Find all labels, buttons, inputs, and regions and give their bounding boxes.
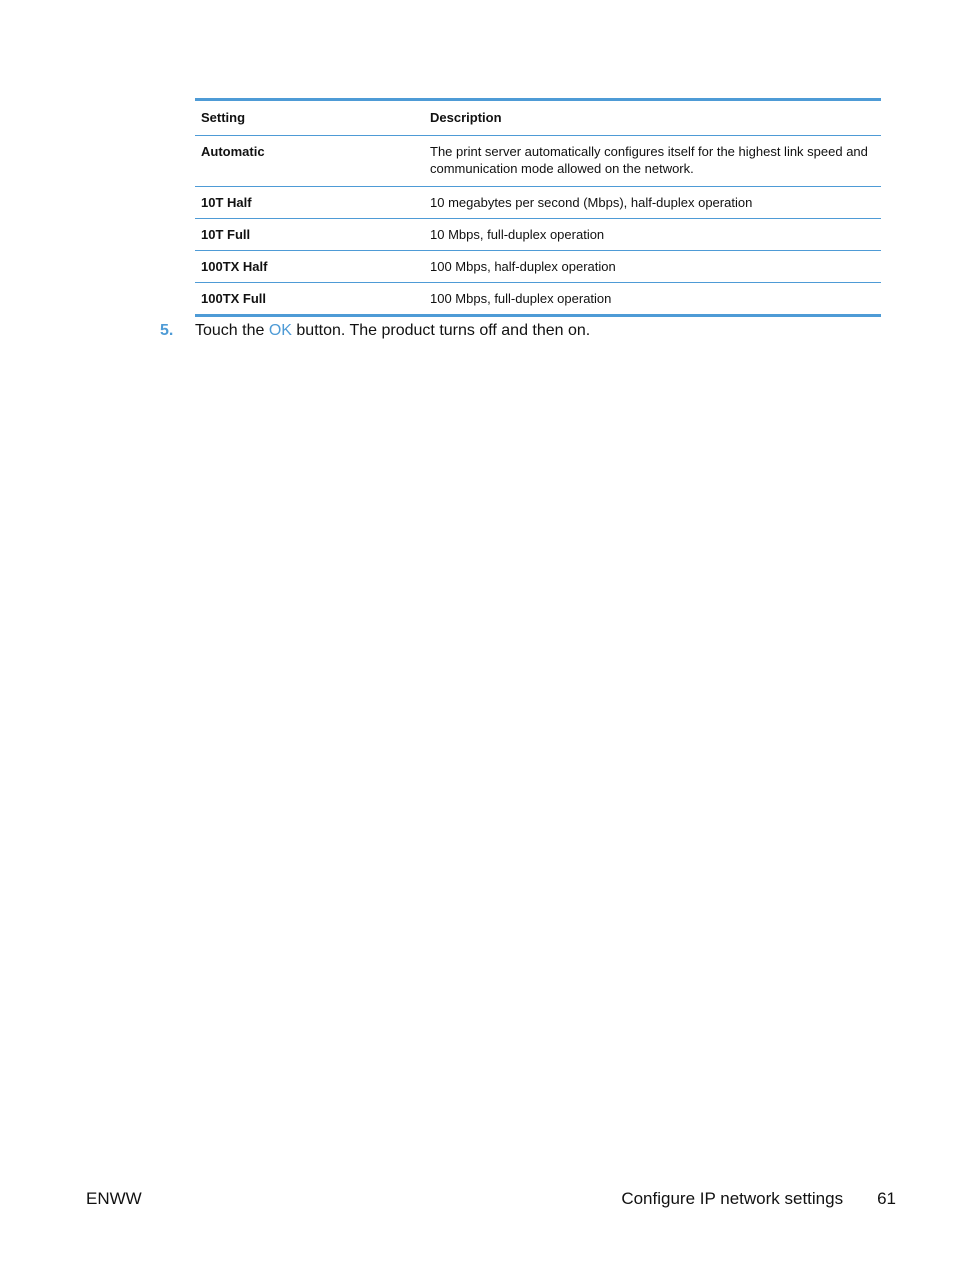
setting-cell: 10T Full xyxy=(195,219,424,251)
footer xyxy=(621,1189,896,1209)
page-number: 61 xyxy=(877,1189,896,1208)
setting-cell: Automatic xyxy=(201,144,265,159)
setting-cell: 100TX Full xyxy=(195,283,424,316)
column-header-description: Description xyxy=(424,100,881,136)
column-header-setting: Setting xyxy=(195,100,424,136)
footer-section-title: Configure IP network settings xyxy=(621,1189,844,1208)
table-row xyxy=(195,283,881,316)
table-header-row xyxy=(195,100,881,136)
step-text-before: Touch the xyxy=(195,322,269,339)
setting-cell: 10T Half xyxy=(195,187,424,219)
description-cell: 10 Mbps, full-duplex operation xyxy=(424,219,881,251)
step-instruction xyxy=(160,321,590,341)
setting-cell: 100TX Half xyxy=(195,251,424,283)
description-cell: 100 Mbps, full-duplex operation xyxy=(424,283,881,316)
settings-table xyxy=(195,98,881,317)
step-text-after: button. The product turns off and then on. xyxy=(291,322,591,339)
description-cell: The print server automatically configures itself for the highest link speed and communication mode allowed on the network. xyxy=(430,144,868,176)
table-row xyxy=(195,251,881,283)
description-cell: 100 Mbps, half-duplex operation xyxy=(424,251,881,283)
table-row xyxy=(195,136,881,187)
footer-doc-code: ENWW xyxy=(86,1189,142,1208)
step-number: 5. xyxy=(160,322,174,339)
table-row xyxy=(195,187,881,219)
description-cell: 10 megabytes per second (Mbps), half-duplex operation xyxy=(424,187,881,219)
ok-button-reference: OK xyxy=(268,322,292,339)
table-row xyxy=(195,219,881,251)
